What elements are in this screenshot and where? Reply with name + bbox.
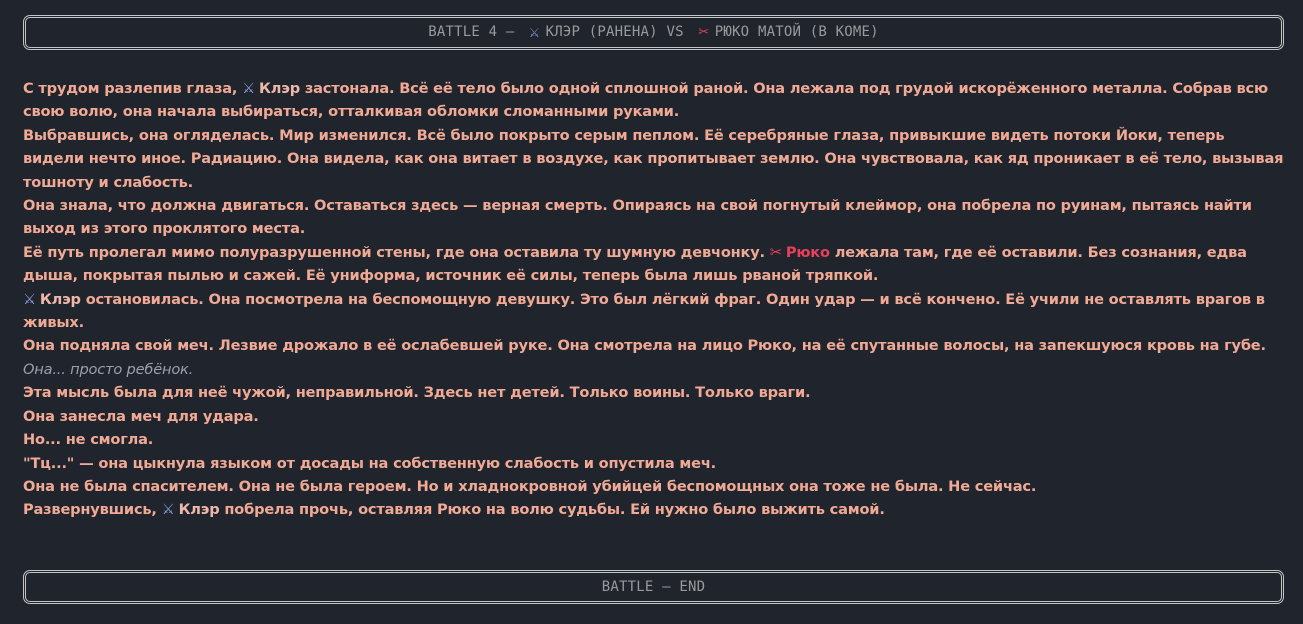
story-paragraph: Она занесла меч для удара. [23,407,259,425]
story-paragraph: Развернувшись, ⚔ Клэр побрела прочь, оставляя Рюко на волю судьбы. Ей нужно было выжить самой. [23,498,1285,521]
crossed-swords-icon: ⚔ [529,22,540,42]
fighter-2-name: РЮКО МАТОЙ (В КОМЕ) [714,24,879,40]
story-paragraph: Её путь пролегал мимо полуразрушенной стены, где она оставила ту шумную девчонку. ✂ Рюко лежала там, где её оставили. Без сознания, едва дыша, покрытая пылью и сажей. Её униформа, источник её силы, теперь была лишь рваной тряпкой. [23,241,1285,288]
story-paragraph: Она подняла свой меч. Лезвие дрожало в её ослабевшей руке. Она смотрела на лицо Рюко, на её спутанные волосы, на запекшуюся кровь на губе. [23,337,1266,355]
story-paragraph: С трудом разлепив глаза, ⚔ Клэр застонала. Всё её тело было одной сплошной раной. Она лежала под грудой искорёженного металла. Собрав всю свою волю, она начала выбираться, отталкивая обломки сломанными руками. [23,77,1285,124]
story-paragraph: Она не была спасителем. Она не была героем. Но и хладнокровной убийцей беспомощных она тоже не была. Не сейчас. [23,477,1037,495]
crossed-swords-icon: ⚔ [242,80,256,97]
story-paragraph: Но... не смогла. [23,431,154,449]
story-paragraph: Выбравшись, она огляделась. Мир изменился. Всё было покрыто серым пеплом. Её серебряные глаза, привыкшие видеть потоки Йоки, теперь видели нечто иное. Радиацию. Она видела, как она витает в воздухе, как пропитывает землю. Она чувствовала, как яд проникает в её тело, вызывая тошноту и слабость. [23,126,1284,191]
battle-end-label: BATTLE – END [601,579,706,595]
versus-label: VS [666,24,684,40]
scissors-icon: ✂ [769,243,782,261]
character-name-ryuko: Рюко [785,243,830,261]
character-name-claire: Клэр [178,501,220,519]
story-paragraph: ⚔ Клэр остановилась. Она посмотрела на беспомощную девушку. Это был лёгкий фраг. Один удар — и всё кончено. Её учили не оставлять врагов в живых. [23,288,1285,335]
battle-number: BATTLE 4 – [428,24,515,40]
character-name-claire: Клэр [39,290,81,308]
story-thought: Она... просто ребёнок. [23,360,194,378]
story-paragraph: "Тц..." — она цыкнула языком от досады на собственную слабость и опустила меч. [23,454,717,472]
character-name-claire: Клэр [259,80,300,97]
battle-end-banner [23,570,1284,604]
story-paragraph: Эта мысль была для неё чужой, неправильной. Здесь нет детей. Только воины. Только враги. [23,384,811,402]
crossed-swords-icon: ⚔ [161,501,175,519]
fighter-1-name: КЛЭР (РАНЕНА) [545,24,658,40]
story-paragraph: Она знала, что должна двигаться. Оставаться здесь — верная смерть. Опираясь на свой погнутый клеймор, она побрела по руинам, пытаясь найти выход из этого проклятого места. [23,197,1252,238]
battle-header-banner [23,15,1284,50]
crossed-swords-icon: ⚔ [23,290,36,308]
battle-story [23,77,1285,522]
scissors-icon: ✂ [698,22,709,42]
